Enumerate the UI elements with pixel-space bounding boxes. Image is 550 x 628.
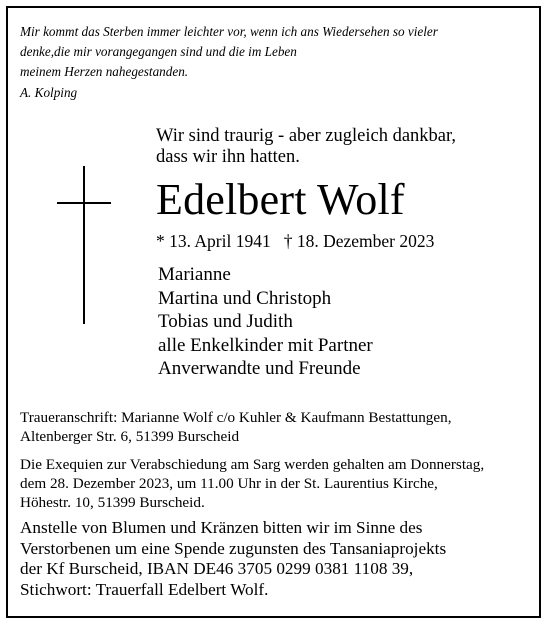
mourner-item: Marianne (158, 264, 231, 285)
life-dates (156, 230, 434, 252)
quote-author: A. Kolping (20, 85, 78, 100)
quote-line: denke,die mir vorangegangen sind und die im Leben (20, 44, 297, 59)
service-line: Höhestr. 10, 51399 Burscheid. (20, 494, 205, 511)
mourner-item: Martina und Christoph (158, 287, 332, 309)
donation-request (20, 518, 446, 600)
donation-line: Anstelle von Blumen und Kränzen bitten wir im Sinne des (20, 518, 423, 537)
intro-text (156, 126, 456, 168)
intro-line: dass wir ihn hatten. (156, 147, 300, 167)
death-date: † 18. Dezember 2023 (283, 231, 435, 251)
quote-line: Mir kommt das Sterben immer leichter vor, wenn ich ans Wiedersehen so vieler (20, 24, 438, 39)
mourner-item: Tobias und Judith (158, 311, 293, 332)
mourner-item: alle Enkelkinder mit Partner (158, 334, 373, 356)
birth-date: * 13. April 1941 (156, 231, 271, 251)
funeral-service-info (20, 455, 484, 512)
cross-horizontal-bar (57, 202, 111, 204)
intro-line: Wir sind traurig - aber zugleich dankbar, (156, 126, 457, 146)
deceased-name: Edelbert Wolf (156, 175, 405, 224)
donation-line: Verstorbenen um eine Spende zugunsten des Tansaniaprojekts (20, 538, 447, 558)
mourner-item: Anverwandte und Freunde (158, 358, 361, 379)
address-line: Altenberger Str. 6, 51399 Burscheid (20, 428, 240, 445)
donation-line: der Kf Burscheid, IBAN DE46 3705 0299 0381 1108 39, (20, 559, 414, 578)
mourning-address (20, 408, 452, 446)
quote-line: meinem Herzen nahegestanden. (20, 64, 189, 79)
cross-icon (57, 166, 111, 324)
address-line: Traueranschrift: Marianne Wolf c/o Kuhler & Kaufmann Bestattungen, (20, 409, 452, 426)
mourners-list (158, 263, 373, 381)
donation-line: Stichwort: Trauerfall Edelbert Wolf. (20, 579, 269, 599)
service-line: dem 28. Dezember 2023, um 11.00 Uhr in der St. Laurentius Kirche, (20, 475, 438, 492)
memorial-quote (20, 22, 525, 103)
cross-vertical-bar (83, 166, 85, 324)
service-line: Die Exequien zur Verabschiedung am Sarg werden gehalten am Donnerstag, (20, 456, 485, 473)
